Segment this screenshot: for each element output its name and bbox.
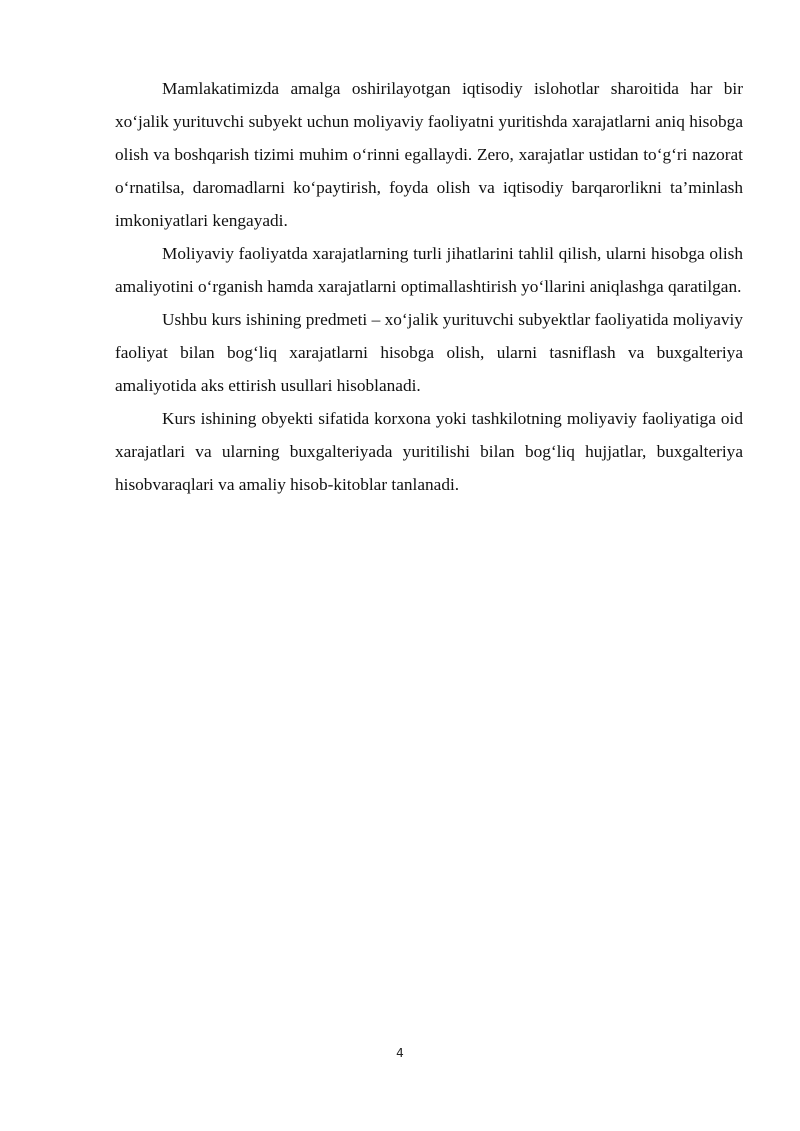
paragraph-1: Mamlakatimizda amalga oshirilayotgan iqtisodiy islohotlar sharoitida har bir xo‘jalik yurituvchi subyekt uchun moliyaviy faoliyatni yuritishda xarajatlarni aniq hisobga olish va boshqarish tizimi muhim o‘rinni egallaydi. Zero, xarajatlar ustidan to‘g‘ri nazorat o‘rnatilsa, daromadlarni ko‘paytirish, foyda olish va iqtisodiy barqarorlikni ta’minlash imkoniyatlari kengayadi. [115, 79, 743, 230]
paragraph-3: Ushbu kurs ishining predmeti – xo‘jalik yurituvchi subyektlar faoliyatida moliyaviy faoliyat bilan bog‘liq xarajatlarni hisobga olish, ularni tasniflash va buxgalteriya amaliyotida aks ettirish usullari hisoblanadi. [115, 310, 743, 395]
page-number: 4 [396, 1046, 404, 1060]
paragraph-4: Kurs ishining obyekti sifatida korxona yoki tashkilotning moliyaviy faoliyatiga oid xarajatlari va ularning buxgalteriyada yuritilishi bilan bog‘liq hujjatlar, buxgalteriya hisobvaraqlari va amaliy hisob-kitoblar tanlanadi. [115, 409, 743, 494]
paragraph-2: Moliyaviy faoliyatda xarajatlarning turli jihatlarini tahlil qilish, ularni hisobga olish amaliyotini o‘rganish hamda xarajatlarni optimallashtirish yo‘llarini aniqlashga qaratilgan. [115, 244, 743, 296]
document-body [115, 72, 743, 501]
